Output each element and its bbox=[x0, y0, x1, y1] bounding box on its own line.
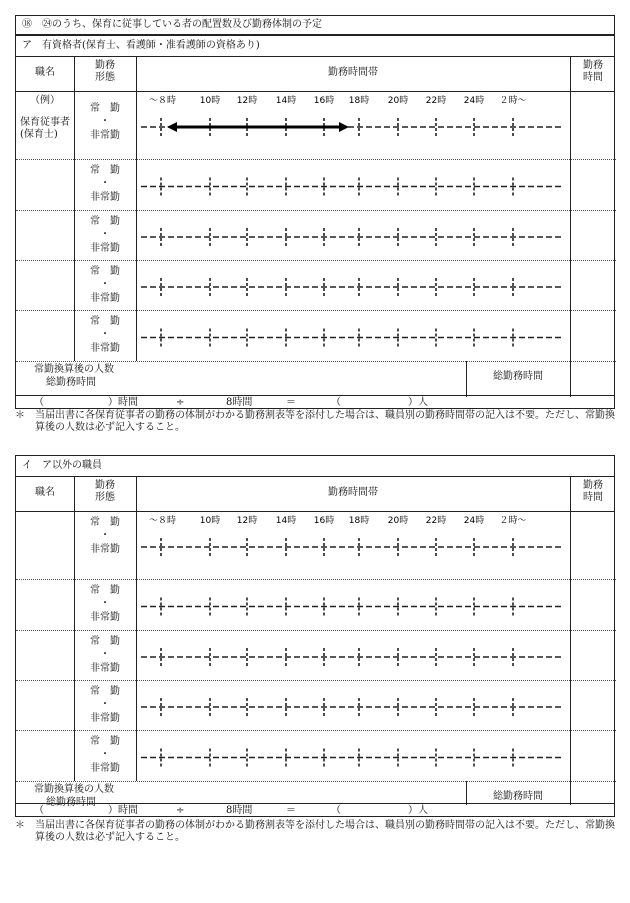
staff-row bbox=[16, 730, 616, 781]
time-axis-label: 24時 bbox=[463, 516, 485, 526]
employment-dot: ・ bbox=[100, 229, 110, 240]
example-job-name: 保育従事者(保育士) bbox=[20, 117, 70, 140]
staff-row bbox=[16, 579, 616, 630]
example-label: （例） bbox=[30, 95, 60, 106]
headcount-input[interactable] bbox=[346, 397, 411, 409]
timeline[interactable] bbox=[136, 210, 570, 260]
employment-part: 非常勤 bbox=[90, 763, 120, 774]
headcount-label: 常勤換算後の人数 bbox=[34, 784, 114, 795]
hours-input[interactable] bbox=[48, 805, 108, 817]
formula-open-paren: （ bbox=[34, 805, 44, 816]
timeline[interactable] bbox=[136, 159, 570, 210]
time-axis-label: 14時 bbox=[275, 96, 297, 106]
time-axis-label: 20時 bbox=[387, 96, 409, 106]
formula-equals: ＝ bbox=[286, 397, 296, 408]
total-hours-label: 総勤務時間 bbox=[46, 797, 96, 808]
box-divider bbox=[570, 361, 571, 397]
time-axis-label: 18時 bbox=[348, 516, 370, 526]
time-axis-label: 20時 bbox=[387, 516, 409, 526]
note-star: ＊ bbox=[15, 820, 25, 831]
formula-eight-hours: 8時間 bbox=[226, 805, 253, 816]
formula-open-paren-2: （ bbox=[331, 805, 341, 816]
section-b-table bbox=[15, 455, 615, 817]
note-text: 当届出書に各保育従事者の勤務の体制がわかる勤務割表等を添付した場合は、職員別の勤務時間帯の記入は不要。ただし、常勤換算後の人数は必ず記入すること。 bbox=[35, 820, 615, 843]
column-header-hours: 勤務 時間 bbox=[583, 60, 603, 83]
time-axis-label: 12時 bbox=[236, 96, 258, 106]
box-divider bbox=[570, 781, 571, 805]
employment-dot: ・ bbox=[100, 329, 110, 340]
time-axis-label: ～８時 bbox=[149, 96, 177, 106]
timeline[interactable] bbox=[136, 579, 570, 630]
formula-person-unit: ）人 bbox=[408, 397, 428, 408]
timeline[interactable] bbox=[136, 91, 570, 159]
time-axis-label: 22時 bbox=[425, 96, 447, 106]
divider bbox=[16, 56, 614, 57]
column-divider bbox=[570, 476, 571, 781]
employment-full: 常 勤 bbox=[90, 165, 120, 176]
column-divider bbox=[570, 56, 571, 361]
column-header-time-band: 勤務時間帯 bbox=[328, 67, 378, 78]
formula-hours-unit: ）時間 bbox=[108, 805, 138, 816]
time-axis-label: 12時 bbox=[236, 516, 258, 526]
total-hours-box-label: 総勤務時間 bbox=[493, 371, 543, 382]
time-axis-label: ２時～ bbox=[499, 516, 527, 526]
time-axis-label: 16時 bbox=[313, 516, 335, 526]
employment-part: 非常勤 bbox=[90, 612, 120, 623]
employment-part: 非常勤 bbox=[90, 293, 120, 304]
time-axis-label: 14時 bbox=[275, 516, 297, 526]
employment-full: 常 勤 bbox=[90, 216, 120, 227]
total-hours-label: 総勤務時間 bbox=[46, 377, 96, 388]
time-axis-label: 16時 bbox=[313, 96, 335, 106]
timeline[interactable] bbox=[136, 680, 570, 730]
column-header-name: 職名 bbox=[35, 67, 55, 78]
column-header-name: 職名 bbox=[35, 487, 55, 498]
employment-dot: ・ bbox=[100, 530, 110, 541]
formula-divide: ÷ bbox=[176, 805, 185, 816]
staff-row bbox=[16, 91, 616, 159]
column-header-employment: 勤務 形態 bbox=[95, 60, 115, 83]
row-divider bbox=[16, 361, 616, 362]
total-hours-box-label: 総勤務時間 bbox=[493, 791, 543, 802]
time-axis-label: 10時 bbox=[199, 96, 221, 106]
header-box bbox=[15, 15, 615, 35]
section-title: イ ア以外の職員 bbox=[22, 460, 102, 471]
staff-row bbox=[16, 210, 616, 260]
formula-open-paren-2: （ bbox=[331, 397, 341, 408]
formula-equals: ＝ bbox=[286, 805, 296, 816]
arrow-left-icon bbox=[167, 122, 177, 132]
employment-full: 常 勤 bbox=[90, 585, 120, 596]
formula-eight-hours: 8時間 bbox=[226, 397, 253, 408]
employment-full: 常 勤 bbox=[90, 686, 120, 697]
time-axis-label: 18時 bbox=[348, 96, 370, 106]
timeline[interactable] bbox=[136, 630, 570, 680]
formula-person-unit: ）人 bbox=[408, 805, 428, 816]
headcount-input[interactable] bbox=[346, 805, 411, 817]
time-axis-label: 22時 bbox=[425, 516, 447, 526]
column-divider bbox=[74, 476, 75, 781]
employment-full: 常 勤 bbox=[90, 316, 120, 327]
note-star: ＊ bbox=[15, 410, 25, 421]
divider bbox=[16, 395, 614, 396]
employment-full: 常 勤 bbox=[90, 636, 120, 647]
column-header-hours: 勤務 時間 bbox=[583, 480, 603, 503]
arrow-right-icon bbox=[339, 122, 349, 132]
note-text: 当届出書に各保育従事者の勤務の体制がわかる勤務割表等を添付した場合は、職員別の勤務時間帯の記入は不要。ただし、常勤換算後の人数は必ず記入すること。 bbox=[35, 410, 615, 433]
column-divider bbox=[136, 476, 137, 781]
employment-dot: ・ bbox=[100, 749, 110, 760]
employment-full: 常 勤 bbox=[90, 736, 120, 747]
staff-row bbox=[16, 260, 616, 310]
divider bbox=[16, 803, 614, 804]
column-header-time-band: 勤務時間帯 bbox=[328, 487, 378, 498]
divider bbox=[16, 476, 614, 477]
timeline[interactable] bbox=[136, 310, 570, 361]
formula-hours-unit: ）時間 bbox=[108, 397, 138, 408]
column-divider bbox=[74, 56, 75, 361]
employment-dot: ・ bbox=[100, 178, 110, 189]
time-axis-label: 10時 bbox=[199, 516, 221, 526]
employment-part: 非常勤 bbox=[90, 130, 120, 141]
timeline[interactable] bbox=[136, 511, 570, 579]
employment-part: 非常勤 bbox=[90, 713, 120, 724]
time-axis-label: ～８時 bbox=[149, 516, 177, 526]
staff-row bbox=[16, 159, 616, 210]
staff-row bbox=[16, 630, 616, 680]
employment-dot: ・ bbox=[100, 279, 110, 290]
formula-divide: ÷ bbox=[176, 397, 185, 408]
employment-dot: ・ bbox=[100, 699, 110, 710]
note-a bbox=[15, 410, 620, 434]
row-divider bbox=[16, 781, 616, 782]
employment-full: 常 勤 bbox=[90, 103, 120, 114]
section-a-table bbox=[15, 35, 615, 409]
section-title: ア 有資格者(保育士、看護師・准看護師の資格あり) bbox=[22, 40, 260, 51]
employment-dot: ・ bbox=[100, 649, 110, 660]
employment-full: 常 勤 bbox=[90, 266, 120, 277]
employment-part: 非常勤 bbox=[90, 192, 120, 203]
form-title: ⑱ ㉔のうち、保育に従事している者の配置数及び勤務体制の予定 bbox=[22, 19, 322, 30]
time-axis-label: 24時 bbox=[463, 96, 485, 106]
note-b bbox=[15, 820, 620, 844]
staff-row bbox=[16, 680, 616, 730]
employment-dot: ・ bbox=[100, 598, 110, 609]
employment-part: 非常勤 bbox=[90, 663, 120, 674]
headcount-label: 常勤換算後の人数 bbox=[34, 364, 114, 375]
employment-dot: ・ bbox=[100, 116, 110, 127]
column-divider bbox=[136, 56, 137, 361]
staff-row bbox=[16, 511, 616, 579]
employment-full: 常 勤 bbox=[90, 517, 120, 528]
staff-row bbox=[16, 310, 616, 361]
timeline[interactable] bbox=[136, 260, 570, 310]
column-header-employment: 勤務 形態 bbox=[95, 480, 115, 503]
employment-part: 非常勤 bbox=[90, 343, 120, 354]
timeline[interactable] bbox=[136, 730, 570, 781]
employment-part: 非常勤 bbox=[90, 544, 120, 555]
time-axis-label: ２時～ bbox=[499, 96, 527, 106]
employment-part: 非常勤 bbox=[90, 243, 120, 254]
formula-open-paren: （ bbox=[34, 397, 44, 408]
hours-input[interactable] bbox=[48, 397, 108, 409]
